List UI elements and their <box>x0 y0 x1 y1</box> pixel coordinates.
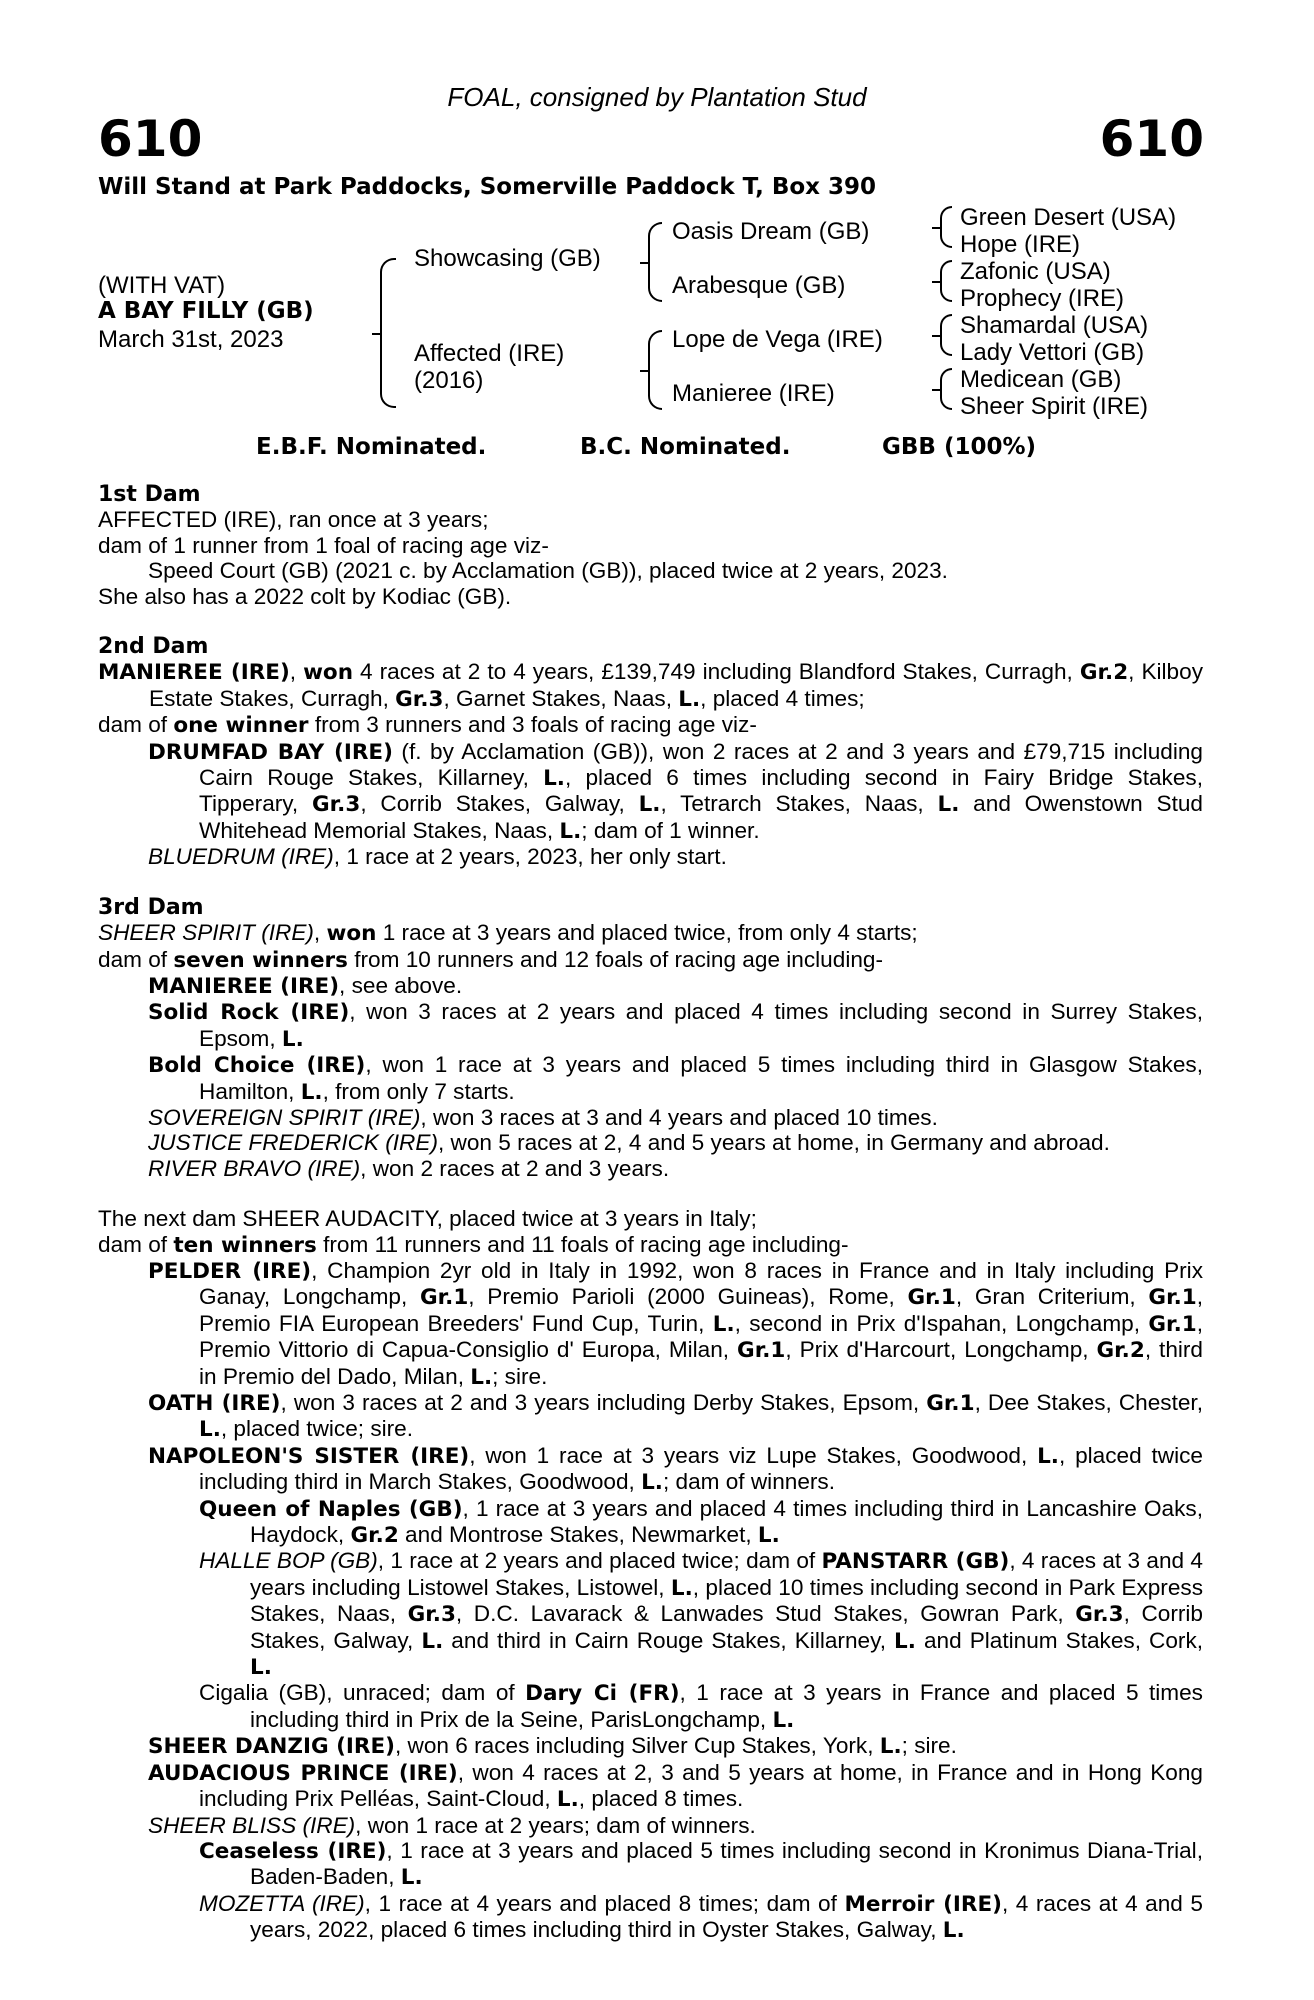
produce-oath <box>98 1390 1203 1443</box>
horse-name-bold: Solid Rock (IRE) <box>148 1000 350 1026</box>
horse-name-bold: Merroir (IRE) <box>844 1891 1002 1917</box>
grade-label: Gr.3 <box>395 686 444 712</box>
text-run: , 1 race at 4 years and placed 8 times; dam of <box>364 1890 845 1916</box>
text-run: , Premio Vittorio di Capua-Consiglio d' Europa, Milan, <box>199 1310 1203 1363</box>
text-run: , Corrib Stakes, Galway, <box>360 791 639 817</box>
horse-name-italic: JUSTICE FREDERICK (IRE) <box>148 1130 438 1156</box>
text-run: Cigalia (GB), unraced; dam of <box>199 1680 526 1706</box>
text-run: , D.C. Lavarack & Lanwades Stud Stakes, Gowran Park, <box>455 1601 1076 1627</box>
second-dam-record: MANIEREE (IRE), won 4 races at 2 to 4 years, £139,749 including Blandford Stakes, Curragh, Gr.2, Kilboy Estate Stakes, Curragh, Gr.3, Garnet Stakes, Naas, L., placed 4 times; <box>98 659 1203 712</box>
listed-label: L. <box>199 1417 221 1443</box>
text-run: , from only 7 starts. <box>322 1078 515 1104</box>
second-dam-produce-summary <box>98 712 1203 738</box>
listed-label: L. <box>470 1364 493 1390</box>
text-run: , won 1 race at 3 years and placed 5 times including third in Glasgow Stakes, Hamilton, <box>199 1052 1203 1104</box>
text-run: from 11 runners and 11 foals of racing age including- <box>316 1231 849 1257</box>
text-run: and third in Cairn Rouge Stakes, Killarney, <box>443 1627 895 1653</box>
bc-nomination: B.C. Nominated. <box>580 434 791 460</box>
listed-label: L. <box>894 1628 916 1654</box>
pedigree-dam-sire: Lope de Vega (IRE) <box>672 326 883 353</box>
produce-audacious-prince <box>98 1760 1203 1813</box>
produce-cigalia <box>98 1680 1203 1733</box>
text-run: , see above. <box>339 972 463 998</box>
listed-label: L. <box>300 1079 323 1105</box>
produce-river-bravo <box>98 1156 1203 1181</box>
listed-label: L. <box>638 792 661 818</box>
text-run: 4 races at 2 to 4 years, £139,749 including Blandford Stakes, Curragh, <box>360 659 1080 685</box>
winners-count: seven winners <box>173 947 348 973</box>
text-run: , Premio FIA European Breeders' Fund Cup, Turin, <box>199 1284 1204 1336</box>
text-run: , placed 8 times. <box>578 1786 744 1812</box>
text-run: , Tetrarch Stakes, Naas, <box>660 791 938 817</box>
grade-label: Gr.1 <box>419 1285 469 1311</box>
text-run: , Gran Criterium, <box>955 1284 1149 1310</box>
ebf-nomination: E.B.F. Nominated. <box>256 434 487 460</box>
gbb-rating: GBB (100%) <box>882 434 1037 460</box>
listed-label: L. <box>556 1787 579 1813</box>
produce-napoleons-sister <box>98 1443 1203 1496</box>
pedigree-gg-2: Hope (IRE) <box>960 231 1081 258</box>
grade-label: Gr.1 <box>907 1285 956 1311</box>
text-run: , placed 10 times including second in Park Express Stakes, Naas, <box>250 1574 1203 1627</box>
pedigree-gg-3: Zafonic (USA) <box>960 258 1111 285</box>
text-run: , won 6 races including Silver Cup Stakes, York, <box>395 1733 880 1759</box>
text-run: ; dam of 1 winner. <box>581 817 760 843</box>
pedigree-brace-dam <box>648 330 662 410</box>
produce-record <box>98 482 1203 1944</box>
vat-note: (WITH VAT) <box>98 272 226 299</box>
listed-label: L. <box>879 1734 902 1760</box>
text-run: ; dam of winners. <box>662 1469 835 1495</box>
pedigree-brace-g4 <box>940 368 952 410</box>
third-dam-produce-summary <box>98 947 1203 973</box>
text-run: dam of <box>98 712 174 738</box>
text-run: ; sire. <box>492 1363 548 1389</box>
text-run: from 3 runners and 3 foals of racing age viz- <box>308 712 757 738</box>
horse-name-bold: Bold Choice (IRE) <box>148 1053 366 1079</box>
text-run: , placed 4 times; <box>700 685 865 711</box>
pedigree-gg-4: Prophecy (IRE) <box>960 285 1125 312</box>
grade-label: Gr.2 <box>1079 660 1129 686</box>
first-dam-foal-1: Speed Court (GB) (2021 c. by Acclamation (GB)), placed twice at 2 years, 2023. <box>148 558 948 584</box>
grade-label: Gr.1 <box>1148 1285 1197 1311</box>
produce-sheer-bliss <box>98 1813 1203 1838</box>
text-run: , 1 race at 3 years and placed 4 times including third in Lancashire Oaks, Haydock, <box>250 1495 1203 1548</box>
horse-name-italic: MOZETTA (IRE) <box>199 1890 365 1916</box>
text-run: , Garnet Stakes, Naas, <box>443 685 679 711</box>
horse-name-bold: Ceaseless (IRE) <box>199 1838 387 1864</box>
horse-name-italic: BLUEDRUM (IRE) <box>148 844 334 870</box>
listed-label: L. <box>757 1523 780 1549</box>
horse-name-bold: MANIEREE (IRE) <box>148 973 340 999</box>
grade-label: Gr.3 <box>1075 1602 1124 1628</box>
listed-label: L. <box>942 1918 965 1944</box>
consignor-line: FOAL, consigned by Plantation Stud <box>447 82 867 112</box>
grade-label: Gr.2 <box>1096 1338 1145 1364</box>
first-dam-line-2: dam of 1 runner from 1 foal of racing age viz- <box>98 532 549 558</box>
text-run: dam of <box>98 1231 174 1257</box>
listed-label: L. <box>281 1026 304 1052</box>
lot-number-left: 610 <box>98 110 203 168</box>
first-dam-line-1: AFFECTED (IRE), ran once at 3 years; <box>98 507 489 533</box>
pedigree-brace-g1 <box>940 206 952 248</box>
listed-label: L. <box>641 1470 663 1496</box>
text-run: , Corrib Stakes, Galway, <box>250 1601 1203 1653</box>
pedigree-brace-g2 <box>940 260 952 302</box>
listed-label: L. <box>250 1655 272 1681</box>
horse-name-italic: RIVER BRAVO (IRE) <box>148 1155 361 1181</box>
text-run: , placed twice including third in March Stakes, Goodwood, <box>199 1442 1203 1495</box>
text-run: , 4 races at 4 and 5 years, 2022, placed 6 times including third in Oyster Stakes, Galway, <box>250 1890 1203 1943</box>
pedigree-dam-dam: Manieree (IRE) <box>672 380 835 407</box>
listed-label: L. <box>678 686 701 712</box>
text-run: and Owenstown Stud Whitehead Memorial Stakes, Naas, <box>199 791 1203 843</box>
next-dam-line: The next dam SHEER AUDACITY, placed twice at 3 years in Italy; <box>98 1206 757 1232</box>
produce-drumfad-bay <box>98 739 1203 845</box>
produce-bluedrum <box>98 844 1203 869</box>
horse-name-italic: SHEER BLISS (IRE) <box>148 1812 356 1838</box>
pedigree-sire: Showcasing (GB) <box>414 245 601 272</box>
text-run: , 1 race at 3 years in France and placed 5 times including third in Prix de la Seine, ParisLongchamp, <box>250 1680 1203 1732</box>
text-run: , Dee Stakes, Chester, <box>974 1390 1203 1415</box>
text-run: , 1 race at 2 years and placed twice; dam of <box>377 1548 822 1574</box>
text-run: , 4 races at 3 and 4 years including Listowel Stakes, Listowel, <box>250 1548 1203 1600</box>
produce-mozetta <box>98 1891 1203 1944</box>
listed-label: L. <box>937 792 960 818</box>
grade-label: Gr.1 <box>737 1338 786 1364</box>
text-run: , won 1 race at 3 years viz Lupe Stakes, Goodwood, <box>469 1442 1038 1468</box>
listed-label: L. <box>559 818 582 844</box>
listed-label: L. <box>400 1865 423 1891</box>
text-run: and Platinum Stakes, Cork, <box>915 1627 1204 1653</box>
text-run: , Kilboy Estate Stakes, Curragh, <box>149 659 1203 711</box>
horse-name-bold: PELDER (IRE) <box>148 1258 312 1284</box>
horse-name-bold: SHEER DANZIG (IRE) <box>148 1734 395 1760</box>
text-run: , third in Premio del Dado, Milan, <box>199 1337 1203 1389</box>
won-label: won <box>303 660 354 686</box>
produce-sheer-danzig <box>98 1733 1203 1759</box>
second-dam-heading: 2nd Dam <box>98 634 209 660</box>
won-label: won <box>326 921 377 947</box>
winners-count: ten winners <box>173 1232 317 1258</box>
standing-location: Will Stand at Park Paddocks, Somerville Paddock T, Box 390 <box>98 174 877 200</box>
horse-name-bold: Dary Ci (FR) <box>525 1681 680 1707</box>
foaled-date: March 31st, 2023 <box>98 326 284 353</box>
text-run: , won 4 races at 2, 3 and 5 years at home, in France and in Hong Kong including Prix Pelléas, Saint-Cloud, <box>199 1759 1203 1812</box>
produce-solid-rock <box>98 999 1203 1052</box>
produce-ceaseless <box>98 1838 1203 1891</box>
horse-name-bold: DRUMFAD BAY (IRE) <box>148 739 393 765</box>
text-run: (f. by Acclamation (GB)), won 2 races at 2 and 3 years and £79,715 including Cairn Rouge Stakes, Killarney, <box>199 738 1203 791</box>
pedigree-gg-6: Lady Vettori (GB) <box>960 339 1145 366</box>
third-dam-record: SHEER SPIRIT (IRE), won 1 race at 3 years and placed twice, from only 4 starts; <box>98 920 918 947</box>
winners-count: one winner <box>173 713 309 739</box>
pedigree-brace-g3 <box>940 314 952 356</box>
listed-label: L. <box>712 1311 735 1337</box>
pedigree-gg-7: Medicean (GB) <box>960 366 1122 393</box>
pedigree-sire-sire: Oasis Dream (GB) <box>672 218 870 245</box>
text-run: from 10 runners and 12 foals of racing age including- <box>347 946 883 972</box>
text-run: , placed 6 times including second in Fairy Bridge Stakes, Tipperary, <box>199 765 1203 817</box>
text-run: , 1 race at 3 years and placed 5 times including second in Kronimus Diana-Trial, Baden-Baden, <box>250 1837 1203 1890</box>
grade-label: Gr.1 <box>1148 1311 1197 1337</box>
text-run: , Champion 2yr old in Italy in 1992, won 8 races in France and in Italy including Prix Ganay, Longchamp, <box>199 1257 1203 1310</box>
horse-name-bold: Queen of Naples (GB) <box>199 1496 463 1522</box>
text-run: , won 1 race at 2 years; dam of winners. <box>355 1812 756 1838</box>
horse-name-bold: PANSTARR (GB) <box>821 1549 1010 1575</box>
produce-pelder <box>98 1258 1203 1390</box>
second-dam-name: MANIEREE (IRE) <box>98 660 290 686</box>
horse-name: A BAY FILLY (GB) <box>98 298 314 324</box>
text-run: 1 race at 3 years and placed twice, from only 4 starts; <box>376 920 918 946</box>
produce-justice-frederick <box>98 1130 1203 1155</box>
listed-label: L. <box>670 1575 693 1601</box>
pedigree-dam-year: (2016) <box>414 367 484 394</box>
text-run: , Prix d'Harcourt, Longchamp, <box>785 1337 1097 1363</box>
next-dam-produce-summary <box>98 1232 1203 1258</box>
text-run: , placed twice; sire. <box>220 1416 413 1442</box>
produce-queen-of-naples <box>98 1496 1203 1549</box>
pedigree-sire-dam: Arabesque (GB) <box>672 272 846 299</box>
produce-sovereign-spirit <box>98 1105 1203 1130</box>
horse-name-italic: HALLE BOP (GB) <box>199 1548 378 1574</box>
text-run: ; sire. <box>901 1733 957 1759</box>
pedigree-brace-main <box>380 258 396 408</box>
text-run: , Premio Parioli (2000 Guineas), Rome, <box>468 1284 908 1310</box>
listed-label: L. <box>1037 1443 1059 1469</box>
listed-label: L. <box>543 766 565 792</box>
text-run: , 1 race at 2 years, 2023, her only start. <box>333 844 727 870</box>
produce-manieree <box>98 973 1203 999</box>
horse-name-bold: OATH (IRE) <box>148 1391 281 1416</box>
listed-label: L. <box>421 1628 444 1654</box>
first-dam-heading: 1st Dam <box>98 482 201 507</box>
text-run: , won 3 races at 2 and 3 years including Derby Stakes, Epsom, <box>280 1390 927 1415</box>
produce-halle-bop <box>98 1548 1203 1680</box>
grade-label: Gr.3 <box>312 792 361 818</box>
first-dam-line-4: She also has a 2022 colt by Kodiac (GB). <box>98 583 512 609</box>
pedigree-gg-5: Shamardal (USA) <box>960 312 1149 339</box>
grade-label: Gr.2 <box>350 1523 399 1549</box>
horse-name-bold: AUDACIOUS PRINCE (IRE) <box>148 1760 458 1786</box>
horse-name-bold: NAPOLEON'S SISTER (IRE) <box>148 1443 470 1469</box>
pedigree-gg-8: Sheer Spirit (IRE) <box>960 393 1149 420</box>
horse-name-italic: SHEER SPIRIT (IRE) <box>98 920 314 946</box>
third-dam-heading: 3rd Dam <box>98 894 204 920</box>
grade-label: Gr.1 <box>926 1391 975 1416</box>
text-run: , second in Prix d'Ispahan, Longchamp, <box>734 1310 1149 1336</box>
pedigree-gg-1: Green Desert (USA) <box>960 204 1177 231</box>
text-run: , won 3 races at 3 and 4 years and placed 10 times. <box>420 1104 938 1130</box>
pedigree-dam: Affected (IRE) <box>414 340 565 367</box>
pedigree-brace-sire <box>648 222 662 302</box>
text-run: , won 5 races at 2, 4 and 5 years at home, in Germany and abroad. <box>437 1130 1110 1156</box>
text-run: , won 3 races at 2 years and placed 4 times including second in Surrey Stakes, Epsom, <box>199 999 1203 1051</box>
text-run: and Montrose Stakes, Newmarket, <box>398 1522 758 1548</box>
grade-label: Gr.3 <box>407 1602 456 1628</box>
produce-bold-choice <box>98 1052 1203 1105</box>
text-run: dam of <box>98 946 174 972</box>
lot-number-right: 610 <box>1099 110 1204 168</box>
listed-label: L. <box>772 1707 795 1733</box>
text-run: , won 2 races at 2 and 3 years. <box>360 1155 670 1181</box>
horse-name-italic: SOVEREIGN SPIRIT (IRE) <box>148 1104 421 1130</box>
